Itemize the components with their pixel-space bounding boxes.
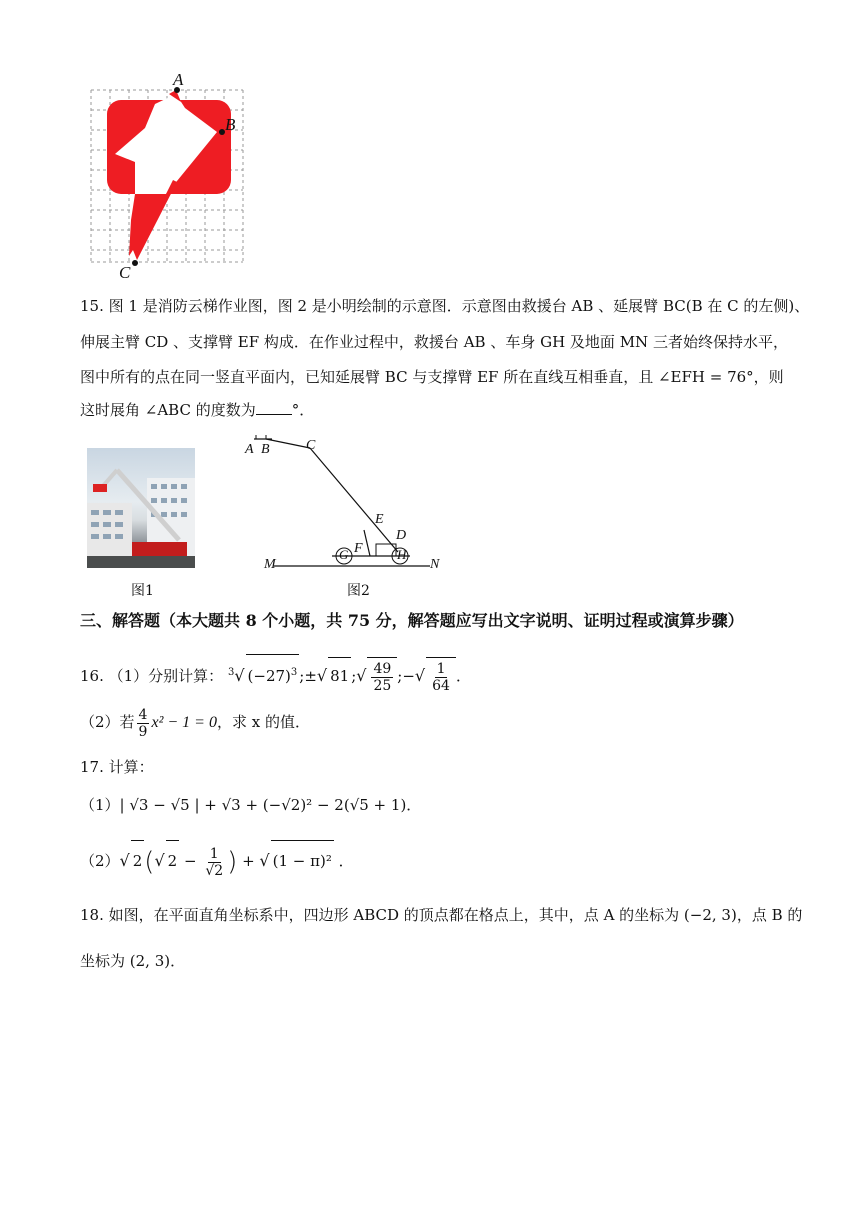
q17-title: 17. 计算：: [80, 758, 154, 776]
q15-line-1: 15. 图 1 是消防云梯作业图，图 2 是小明绘制的示意图．示意图由救援台 AB 、延展臂 BC(B 在 C 的左侧)、: [80, 297, 810, 315]
fig2-label-e: E: [375, 512, 384, 527]
q16-part-1: 16. （1）分别计算： $^3$√ $(-27)^3$ ;±√ 81 ;√ $\frac{49}{25}$ ;−√ $\frac{1}{64}$ ．: [80, 654, 471, 694]
fraction-49-25: $\frac{49}{25}$: [373, 660, 392, 694]
fire-ladder-photo: [87, 448, 195, 568]
fig2-label-f: F: [354, 541, 363, 556]
fig2-label-h: H: [397, 547, 407, 562]
fig2-label-a: A: [245, 442, 254, 457]
section-3-heading: 三、解答题（本大题共 8 个小题，共 75 分，解答题应写出文字说明、证明过程或演算步骤）: [80, 611, 744, 630]
fig1-label-c: C: [119, 263, 131, 282]
fig2-label-m: M: [264, 557, 276, 572]
q18-line-2: 坐标为 (2, 3)．: [80, 952, 186, 970]
cube-root-body: $(-27)^3$: [246, 654, 300, 694]
fig2-label-b: B: [261, 442, 270, 457]
q16-part1-prefix: 16. （1）分别计算：: [80, 667, 224, 685]
fraction-1-sqrt2: $\frac{1}{√2}$: [205, 845, 224, 879]
q15-line-2: 伸展主臂 CD 、支撑臂 EF 构成．在作业过程中，救援台 AB 、车身 GH 及地面 MN 三者始终保持水平，: [80, 333, 788, 351]
figure-1-grid-shape: [85, 70, 255, 280]
fig2-label-g: G: [339, 547, 349, 562]
fig2-label-c: C: [306, 438, 316, 453]
q15-line-3: 图中所有的点在同一竖直平面内，已知延展臂 BC 与支撑臂 EF 所在直线互相垂直，且 ∠EFH = 76°，则: [80, 368, 784, 386]
fig2-label-n: N: [430, 557, 440, 572]
fig2-label-d: D: [396, 528, 407, 543]
cube-root-index: 3: [227, 667, 235, 678]
answer-blank: [256, 400, 292, 415]
sqrt-81: 81: [328, 657, 351, 694]
fraction-1-64: $\frac{1}{64}$: [432, 660, 450, 694]
q16-part-2: （2）若 $\frac{4}{9}$ x² − 1 = 0，求 x 的值．: [80, 706, 310, 740]
q18-line-1: 18. 如图，在平面直角坐标系中，四边形 ABCD 的顶点都在格点上，其中，点 A 的坐标为 (−2, 3)，点 B 的: [80, 906, 803, 924]
fig1-label-a: A: [173, 70, 184, 89]
fig1-caption: 图1: [131, 583, 154, 599]
fraction-4-9: $\frac{4}{9}$: [138, 706, 148, 740]
fig1-label-b: B: [225, 115, 236, 134]
q15-line-4-end: °．: [291, 401, 315, 419]
q17-part-1: （1）| √3 − √5 | + √3 + (−√2)² − 2(√5 + 1)．: [80, 796, 422, 814]
fig2-caption: 图2: [347, 583, 370, 599]
q17-part-2: （2）√ 2(√ 2 − $\frac{1}{√2}$ ) + √ (1 − π)² ．: [80, 840, 354, 882]
q15-line-4: [80, 399, 314, 421]
q15-line-4-text: 这时展角 ∠ABC 的度数为: [80, 401, 256, 419]
